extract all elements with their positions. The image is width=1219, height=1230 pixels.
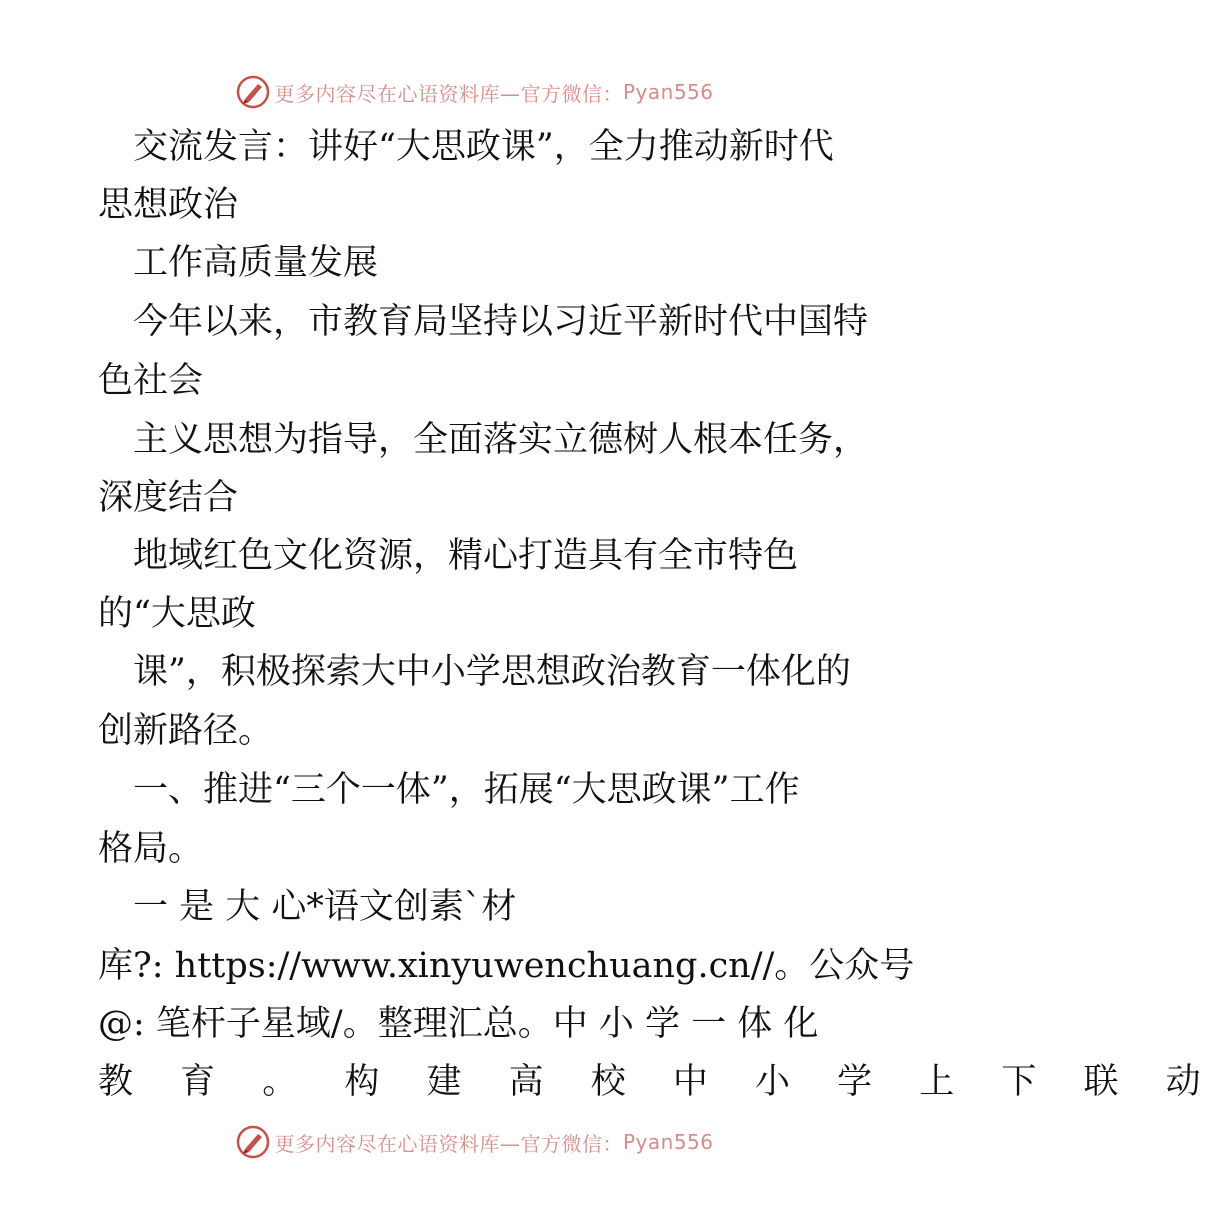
watermark-header xyxy=(0,72,950,112)
wechat-id: Pyan556 xyxy=(622,1130,714,1154)
paragraph-line: 一 是 大 心*语文创素`材 xyxy=(98,887,517,927)
paragraph-line: 的“大思政 xyxy=(98,594,256,634)
paragraph-line: @: 笔杆子星域/。整理汇总。中 小 学 一 体 化 xyxy=(98,1004,819,1044)
paragraph-line: 教 育 。 构 建 高 校 中 小 学 上 下 联 动 xyxy=(98,1062,1219,1102)
pen-logo-icon xyxy=(236,75,270,109)
paragraph-line: 课”，积极探索大中小学思想政治教育一体化的 xyxy=(98,652,851,692)
title-line-1: 交流发言：讲好“大思政课”，全力推动新时代 xyxy=(98,127,834,167)
pen-logo-icon xyxy=(236,1125,270,1159)
section-heading-cont: 格局。 xyxy=(98,829,204,869)
paragraph-line: 创新路径。 xyxy=(98,711,274,751)
title-line-3: 工作高质量发展 xyxy=(98,243,379,283)
paragraph-line: 今年以来，市教育局坚持以习近平新时代中国特 xyxy=(98,302,869,342)
paragraph-line: 主义思想为指导，全面落实立德树人根本任务， xyxy=(98,420,869,460)
paragraph-line: 深度结合 xyxy=(98,478,239,518)
watermark-text: 更多内容尽在心语资料库—官方微信： xyxy=(274,1131,623,1156)
watermark-text: 更多内容尽在心语资料库—官方微信： xyxy=(274,81,623,106)
title-line-2: 思想政治 xyxy=(98,185,239,225)
section-heading: 一、推进“三个一体”，拓展“大思政课”工作 xyxy=(98,770,800,810)
watermark-footer xyxy=(0,1122,950,1162)
paragraph-line: 色社会 xyxy=(98,361,204,401)
paragraph-line: 库?: https://www.xinyuwenchuang.cn//。公众号 xyxy=(98,946,915,986)
wechat-id: Pyan556 xyxy=(622,80,714,104)
paragraph-line: 地域红色文化资源，精心打造具有全市特色 xyxy=(98,536,799,576)
